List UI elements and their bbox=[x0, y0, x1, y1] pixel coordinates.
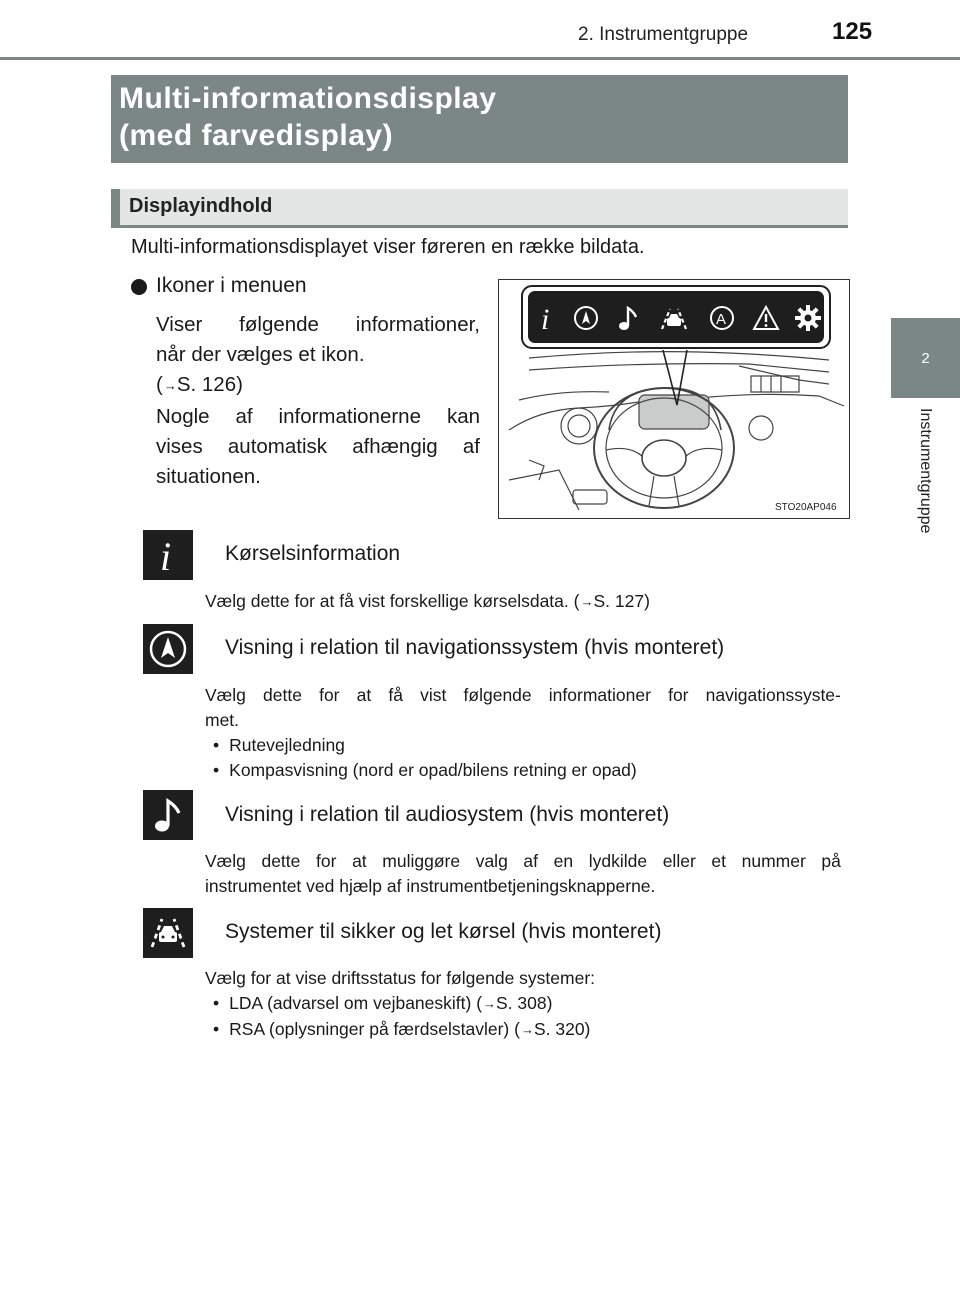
word: at bbox=[352, 851, 367, 871]
word: på bbox=[821, 851, 841, 871]
bullet-line-5 bbox=[156, 432, 480, 462]
word: lydkilde bbox=[588, 851, 648, 871]
word: af bbox=[523, 851, 539, 871]
section-heading bbox=[111, 189, 848, 228]
chapter-tab-number: 2 bbox=[921, 349, 930, 367]
desc-line-2: instrumentet ved hjælp af instrumentbetjeningsknapperne. bbox=[205, 876, 656, 896]
sub-item: • Kompasvisning (nord er opad/bilens retning er opad) bbox=[205, 758, 841, 783]
sub-item bbox=[205, 991, 841, 1017]
svg-text:A: A bbox=[716, 311, 727, 328]
audio-icon bbox=[143, 790, 193, 840]
item-title-driving-assist: Systemer til sikker og let kørsel (hvis monteret) bbox=[225, 920, 662, 943]
word: afhængig bbox=[352, 435, 438, 458]
arrow-right-icon: → bbox=[483, 996, 497, 1011]
chapter-tab bbox=[891, 318, 960, 398]
word: af bbox=[235, 405, 253, 428]
page-title-line-1: Multi-informationsdisplay bbox=[119, 82, 497, 115]
page-title-line-2: (med farvedisplay) bbox=[119, 119, 394, 152]
item-desc-driving-info bbox=[205, 589, 841, 615]
word: eller bbox=[662, 851, 696, 871]
section-heading-label: Displayindhold bbox=[129, 195, 273, 217]
header-rule bbox=[0, 57, 960, 60]
word: kan bbox=[446, 405, 480, 428]
desc-line-1 bbox=[205, 683, 841, 708]
bullet-dot-icon bbox=[131, 279, 147, 295]
word: Vælg bbox=[205, 851, 246, 871]
running-header-chapter: 2. Instrumentgruppe bbox=[578, 24, 749, 45]
page-ref-link[interactable]: S. 127) bbox=[593, 591, 650, 611]
item-title-driving-info: Kørselsinformation bbox=[225, 542, 401, 565]
item-title-audio: Visning i relation til audiosystem (hvis monteret) bbox=[225, 803, 670, 826]
bullet-line-2: når der vælges et ikon. bbox=[156, 343, 365, 366]
arrow-right-icon: → bbox=[163, 378, 177, 393]
bullet-ref: (→S. 126) bbox=[156, 373, 243, 396]
word: muliggøre bbox=[382, 851, 461, 871]
navigation-icon bbox=[143, 624, 193, 674]
info-icon bbox=[143, 530, 193, 580]
desc-line-2: met. bbox=[205, 710, 240, 730]
word: få bbox=[388, 685, 404, 705]
word: dette bbox=[263, 685, 302, 705]
word: for bbox=[319, 685, 340, 705]
settings-icon bbox=[793, 303, 823, 333]
word: Viser bbox=[156, 313, 203, 336]
intro-text: Multi-informationsdisplayet viser føreren en række bildata. bbox=[131, 236, 645, 258]
item-desc-driving-assist bbox=[205, 966, 841, 1043]
word: informationerne bbox=[278, 405, 421, 428]
bullet-title: Ikoner i menuen bbox=[156, 274, 307, 297]
bullet-line-6: situationen. bbox=[156, 465, 261, 488]
word: informationer, bbox=[355, 313, 480, 336]
sub-item: • Rutevejledning bbox=[205, 733, 841, 758]
word: Nogle bbox=[156, 405, 210, 428]
item-desc-navigation bbox=[205, 683, 841, 783]
bullet-line-1 bbox=[156, 310, 480, 340]
word: vist bbox=[420, 685, 447, 705]
svg-text:i: i bbox=[541, 303, 550, 333]
word: Vælg bbox=[205, 685, 246, 705]
word: automatisk bbox=[227, 435, 328, 458]
word: at bbox=[356, 685, 372, 705]
chapter-tab-label: Instrumentgruppe bbox=[917, 408, 934, 534]
word: valg bbox=[475, 851, 508, 871]
desc-line-1: Vælg for at vise driftsstatus for følgende systemer: bbox=[205, 968, 596, 988]
desc-text: Vælg dette for at få vist forskellige kørselsdata. ( bbox=[205, 591, 580, 611]
dashboard-illustration bbox=[498, 279, 850, 519]
word: nummer bbox=[741, 851, 806, 871]
page-number: 125 bbox=[832, 18, 873, 45]
word: af bbox=[462, 435, 480, 458]
sub-item bbox=[205, 1017, 841, 1043]
audio-icon bbox=[614, 303, 642, 333]
driving-assist-icon bbox=[143, 908, 193, 958]
bullet-line-4 bbox=[156, 402, 480, 432]
item-title-navigation: Visning i relation til navigationssystem (hvis monteret) bbox=[225, 636, 725, 659]
svg-text:i: i bbox=[160, 534, 172, 579]
bullet-body bbox=[156, 310, 480, 492]
word: for bbox=[668, 685, 689, 705]
sub-text: LDA (advarsel om vejbaneskift) ( bbox=[229, 993, 483, 1013]
illustration-code: STO20AP046 bbox=[775, 502, 837, 513]
word: navigationssyste- bbox=[705, 685, 841, 705]
word: en bbox=[553, 851, 574, 871]
word: vises bbox=[156, 435, 203, 458]
warning-icon bbox=[751, 303, 781, 333]
desc-line-1 bbox=[205, 849, 841, 874]
info-icon bbox=[533, 303, 559, 333]
word: følgende bbox=[239, 313, 319, 336]
word: følgende bbox=[463, 685, 532, 705]
page-ref-link[interactable]: S. 126) bbox=[176, 373, 243, 396]
word: dette bbox=[261, 851, 301, 871]
arrow-right-icon: → bbox=[580, 594, 594, 609]
item-desc-audio bbox=[205, 849, 841, 899]
sub-text: RSA (oplysninger på færdselstavler) ( bbox=[229, 1019, 520, 1039]
arrow-right-icon: → bbox=[520, 1022, 534, 1037]
page-ref-link[interactable]: S. 308) bbox=[496, 993, 553, 1013]
cruise-control-icon bbox=[706, 303, 738, 333]
word: for bbox=[316, 851, 337, 871]
word: informationer bbox=[548, 685, 651, 705]
navigation-icon bbox=[571, 303, 601, 333]
section-heading-accent bbox=[111, 189, 120, 225]
menu-icon-row bbox=[533, 300, 823, 336]
page-ref-link[interactable]: S. 320) bbox=[533, 1019, 591, 1039]
driving-assist-icon bbox=[654, 303, 694, 333]
word: et bbox=[711, 851, 726, 871]
